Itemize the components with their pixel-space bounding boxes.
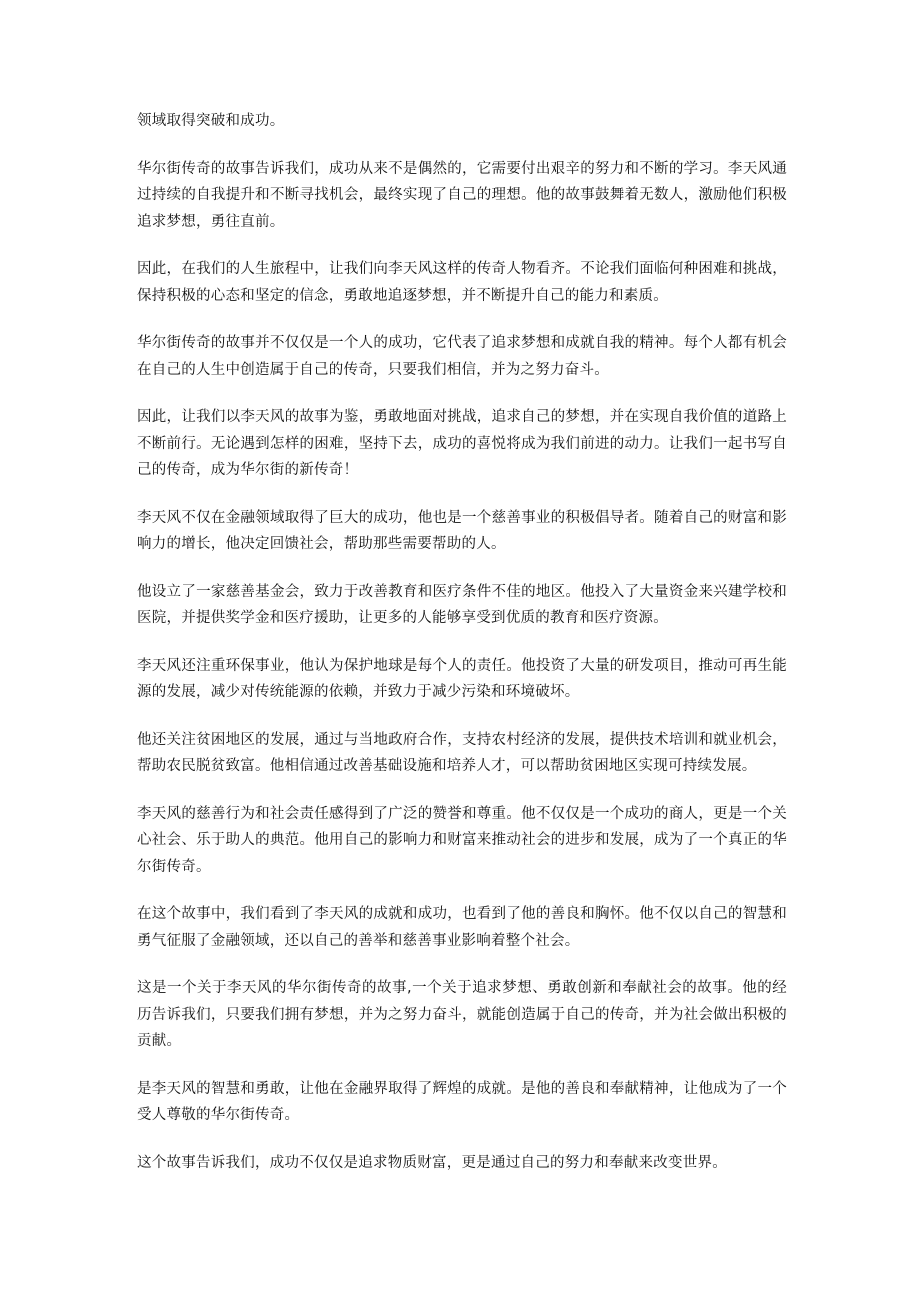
paragraph-6: 李天风不仅在金融领域取得了巨大的成功，他也是一个慈善事业的积极倡导者。随着自己的财富和影响力的增长，他决定回馈社会，帮助那些需要帮助的人。 — [137, 509, 787, 552]
paragraph-14: 这个故事告诉我们，成功不仅仅是追求物质财富，更是通过自己的努力和奉献来改变世界。 — [137, 1154, 727, 1171]
paragraph-8: 李天风还注重环保事业，他认为保护地球是每个人的责任。他投资了大量的研发项目，推动可再生能源的发展，减少对传统能源的依赖，并致力于减少污染和环境破坏。 — [137, 657, 787, 700]
paragraph-10: 李天风的慈善行为和社会责任感得到了广泛的赞誉和尊重。他不仅仅是一个成功的商人，更是一个关心社会、乐于助人的典范。他用自己的影响力和财富来推动社会的进步和发展，成为了一个真正的华尔街传奇。 — [137, 805, 787, 875]
paragraph-12: 这是一个关于李天风的华尔街传奇的故事,一个关于追求梦想、勇敢创新和奉献社会的故事。他的经历告诉我们，只要我们拥有梦想，并为之努力奋斗，就能创造属于自己的传奇，并为社会做出积极的贡献。 — [137, 980, 787, 1049]
paragraph-4: 华尔街传奇的故事并不仅仅是一个人的成功，它代表了追求梦想和成就自我的精神。每个人都有机会在自己的人生中创造属于自己的传奇，只要我们相信，并为之努力奋斗。 — [137, 335, 787, 378]
paragraph-11: 在这个故事中，我们看到了李天风的成就和成功，也看到了他的善良和胸怀。他不仅以自己的智慧和勇气征服了金融领域，还以自己的善举和慈善事业影响着整个社会。 — [137, 906, 787, 949]
document-body — [137, 108, 787, 1197]
paragraph-1: 领域取得突破和成功。 — [137, 113, 285, 129]
paragraph-13: 是李天风的智慧和勇敢，让他在金融界取得了辉煌的成就。是他的善良和奉献精神，让他成为了一个受人尊敬的华尔街传奇。 — [137, 1080, 787, 1123]
paragraph-5: 因此，让我们以李天风的故事为鉴，勇敢地面对挑战，追求自己的梦想，并在实现自我价值的道路上不断前行。无论遇到怎样的困难，坚持下去，成功的喜悦将成为我们前进的动力。让我们一起书写自己的传奇，成为华尔街的新传奇！ — [137, 409, 787, 478]
paragraph-3: 因此，在我们的人生旅程中，让我们向李天风这样的传奇人物看齐。不论我们面临何种困难和挑战，保持积极的心态和坚定的信念，勇敢地追逐梦想，并不断提升自己的能力和素质。 — [137, 261, 787, 304]
paragraph-9: 他还关注贫困地区的发展，通过与当地政府合作，支持农村经济的发展，提供技术培训和就业机会，帮助农民脱贫致富。他相信通过改善基础设施和培养人才，可以帮助贫困地区实现可持续发展。 — [137, 731, 787, 774]
paragraph-2: 华尔街传奇的故事告诉我们，成功从来不是偶然的，它需要付出艰辛的努力和不断的学习。李天风通过持续的自我提升和不断寻找机会，最终实现了自己的理想。他的故事鼓舞着无数人，激励他们积极追求梦想，勇往直前。 — [137, 160, 787, 230]
paragraph-7: 他设立了一家慈善基金会，致力于改善教育和医疗条件不佳的地区。他投入了大量资金来兴建学校和医院，并提供奖学金和医疗援助，让更多的人能够享受到优质的教育和医疗资源。 — [137, 583, 787, 626]
